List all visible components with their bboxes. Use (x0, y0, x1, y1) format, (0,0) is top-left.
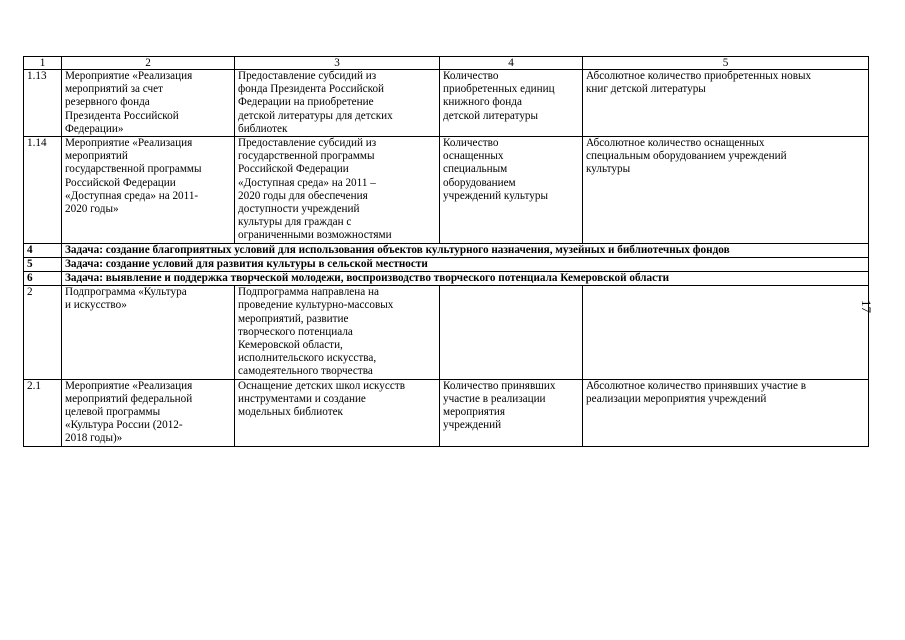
task-text: Задача: создание условий для развития культуры в сельской местности (62, 257, 869, 271)
row-number: 1.14 (24, 137, 62, 244)
event-content: Предоставление субсидий из государственной программы Российской Федерации «Доступная среда» на 2011 – 2020 годы для обеспечения доступности учреждений культуры для граждан с ограниченными возможностями (235, 137, 440, 244)
header-row (24, 57, 869, 70)
header-cell-4: 4 (440, 57, 583, 70)
row-number: 1.13 (24, 70, 62, 137)
subprogram-row (24, 286, 869, 379)
header-cell-5: 5 (583, 57, 869, 70)
row-number: 2 (24, 286, 62, 379)
table-row (24, 70, 869, 137)
task-row (24, 272, 869, 286)
header-cell-1: 1 (24, 57, 62, 70)
header-cell-3: 3 (235, 57, 440, 70)
program-table (23, 56, 869, 447)
calculation-method: Абсолютное количество приобретенных новых книг детской литературы (583, 70, 869, 137)
row-number: 5 (24, 257, 62, 271)
table-row (24, 379, 869, 446)
task-text: Задача: выявление и поддержка творческой молодежи, воспроизводство творческого потенциала Кемеровской области (62, 272, 869, 286)
row-number: 6 (24, 272, 62, 286)
event-name: Мероприятие «Реализация мероприятий федеральной целевой программы «Культура России (2012- 2018 годы)» (62, 379, 235, 446)
subprogram-name: Подпрограмма «Культура и искусство» (62, 286, 235, 379)
header-cell-2: 2 (62, 57, 235, 70)
indicator-name: Количество приобретенных единиц книжного фонда детской литературы (440, 70, 583, 137)
event-content: Предоставление субсидий из фонда Президента Российской Федерации на приобретение детской литературы для детских библиотек (235, 70, 440, 137)
task-text: Задача: создание благоприятных условий для использования объектов культурного назначения, музейных и библиотечных фондов (62, 243, 869, 257)
indicator-name: Количество принявших участие в реализации мероприятия учреждений (440, 379, 583, 446)
calculation-method (583, 286, 869, 379)
indicator-name: Количество оснащенных специальным оборудованием учреждений культуры (440, 137, 583, 244)
event-name: Мероприятие «Реализация мероприятий государственной программы Российской Федерации «Доступная среда» на 2011- 2020 годы» (62, 137, 235, 244)
row-number: 4 (24, 243, 62, 257)
indicator-name (440, 286, 583, 379)
calculation-method: Абсолютное количество оснащенных специальным оборудованием учреждений культуры (583, 137, 869, 244)
table-row (24, 137, 869, 244)
event-name: Мероприятие «Реализация мероприятий за счет резервного фонда Президента Российской Федерации» (62, 70, 235, 137)
event-content: Оснащение детских школ искусств инструментами и создание модельных библиотек (235, 379, 440, 446)
row-number: 2.1 (24, 379, 62, 446)
subprogram-content: Подпрограмма направлена на проведение культурно-массовых мероприятий, развитие творческого потенциала Кемеровской области, исполнительского искусства, самодеятельного творчества (235, 286, 440, 379)
task-row (24, 257, 869, 271)
calculation-method: Абсолютное количество принявших участие в реализации мероприятия учреждений (583, 379, 869, 446)
page-number: 17 (859, 300, 874, 313)
task-row (24, 243, 869, 257)
